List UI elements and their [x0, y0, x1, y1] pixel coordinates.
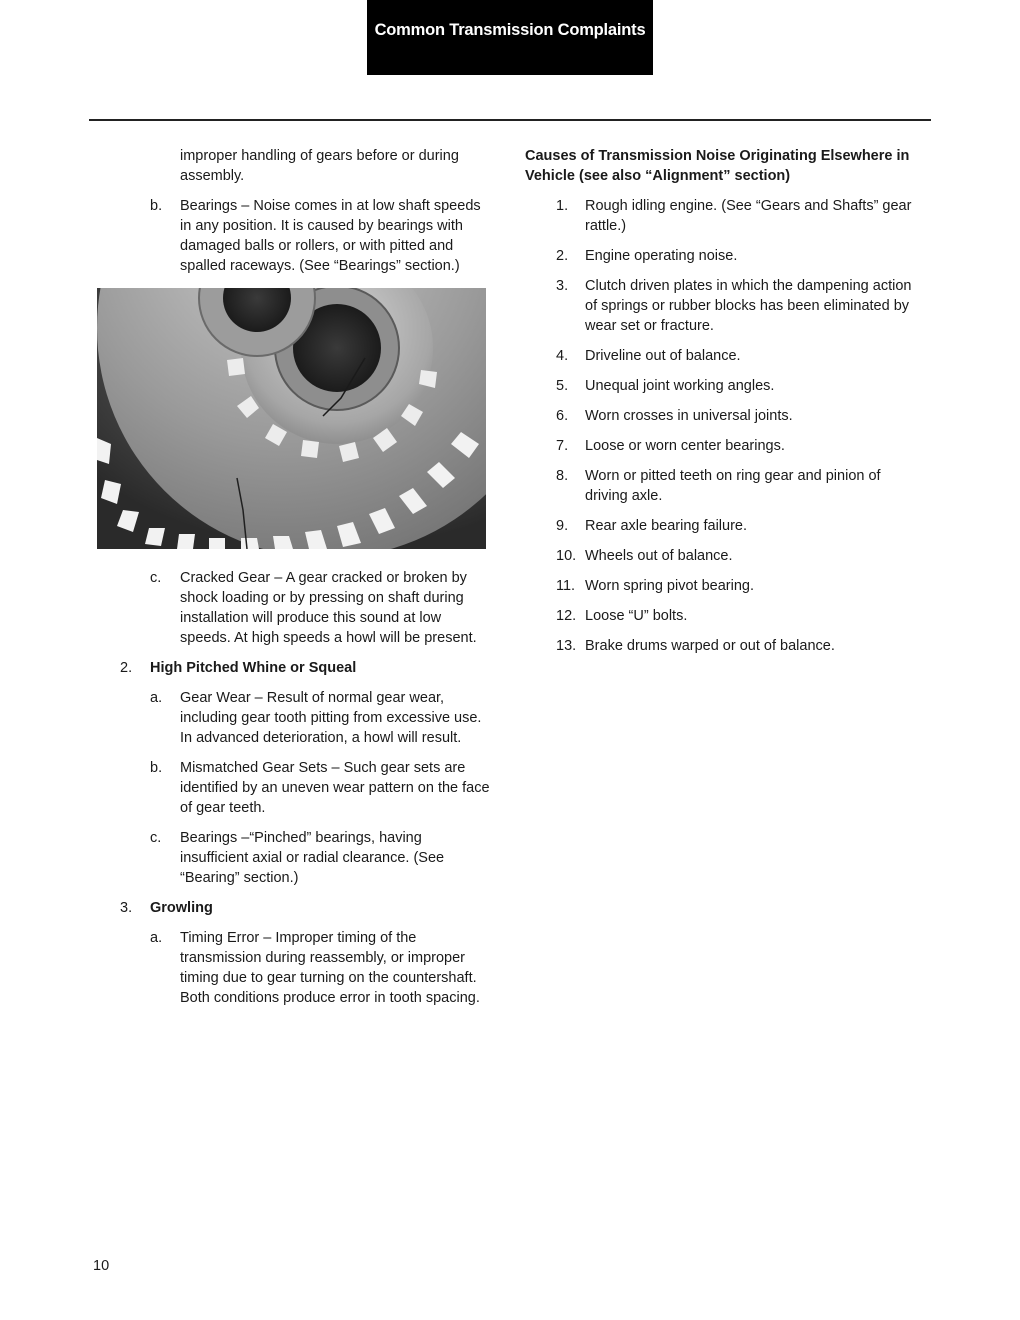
list-item-text: Rough idling engine. (See “Gears and Shafts” gear rattle.): [585, 198, 912, 234]
cracked-gear-photo: [97, 288, 486, 549]
list-item-number: 3.: [556, 278, 569, 294]
list-item-number: 6.: [556, 408, 569, 424]
list-item-number: 12.: [556, 608, 577, 624]
item-3a-text: Timing Error – Improper timing of the transmission during reassembly, or improper timing due to gear turning on the countershaft. Both conditions produce error in tooth spacing.: [180, 930, 480, 1006]
list-item-text: Loose or worn center bearings.: [585, 438, 785, 454]
item-2b-text: Mismatched Gear Sets – Such gear sets are identified by an uneven wear pattern on the face of gear teeth.: [180, 760, 490, 816]
list-item-text: Driveline out of balance.: [585, 348, 741, 364]
section-3-title: Growling: [150, 900, 213, 916]
continuation-text: improper handling of gears before or during assembly.: [180, 148, 459, 184]
list-item-text: Engine operating noise.: [585, 248, 738, 264]
list-item-number: 10.: [556, 548, 577, 564]
list-item-text: Worn spring pivot bearing.: [585, 578, 754, 594]
header-tab: [367, 0, 653, 75]
list-item-text: Unequal joint working angles.: [585, 378, 775, 394]
item-2c-text: Bearings –“Pinched” bearings, having insufficient axial or radial clearance. (See “Bearing” section.): [180, 830, 445, 886]
list-item-number: 13.: [556, 638, 577, 654]
list-item-number: 5.: [556, 378, 569, 394]
list-item-text: Worn crosses in universal joints.: [585, 408, 793, 424]
list-item-text: Rear axle bearing failure.: [585, 518, 748, 534]
list-item-text: Worn or pitted teeth on ring gear and pinion of driving axle.: [585, 468, 881, 504]
item-2a-text: Gear Wear – Result of normal gear wear, including gear tooth pitting from excessive use. In advanced deterioration, a howl will result.: [180, 690, 482, 746]
list-item-text: Brake drums warped or out of balance.: [585, 638, 835, 654]
list-item-number: 7.: [556, 438, 569, 454]
item-3a-marker: a.: [150, 930, 163, 946]
right-heading: Causes of Transmission Noise Originating Elsewhere in Vehicle (see also “Alignment” section): [525, 148, 910, 184]
header-rule: [89, 119, 931, 121]
list-item-text: Wheels out of balance.: [585, 548, 733, 564]
item-1c-marker: c.: [150, 570, 162, 586]
section-2-number: 2.: [120, 660, 133, 676]
list-item-number: 4.: [556, 348, 569, 364]
list-item-number: 9.: [556, 518, 569, 534]
header-title: Common Transmission Complaints: [374, 21, 646, 39]
page-number: 10: [93, 1258, 110, 1274]
list-item-text: Loose “U” bolts.: [585, 608, 688, 624]
item-1c-text: Cracked Gear – A gear cracked or broken by shock loading or by pressing on shaft during installation will produce this sound at low speeds. At high speeds a howl will be present.: [180, 570, 477, 646]
item-2b-marker: b.: [150, 760, 163, 776]
list-item-number: 8.: [556, 468, 569, 484]
list-item-text: Clutch driven plates in which the dampening action of springs or rubber blocks has been eliminated by wear set or fracture.: [585, 278, 912, 334]
item-1b-text: Bearings – Noise comes in at low shaft speeds in any position. It is caused by bearings with damaged balls or rollers, or with pitted and spalled raceways. (See “Bearings” section.): [180, 198, 481, 274]
list-item-number: 1.: [556, 198, 569, 214]
list-item-number: 11.: [556, 578, 576, 594]
item-2c-marker: c.: [150, 830, 162, 846]
section-2-title: High Pitched Whine or Squeal: [150, 660, 357, 676]
item-1b-marker: b.: [150, 198, 163, 214]
item-2a-marker: a.: [150, 690, 163, 706]
list-item-number: 2.: [556, 248, 569, 264]
section-3-number: 3.: [120, 900, 133, 916]
